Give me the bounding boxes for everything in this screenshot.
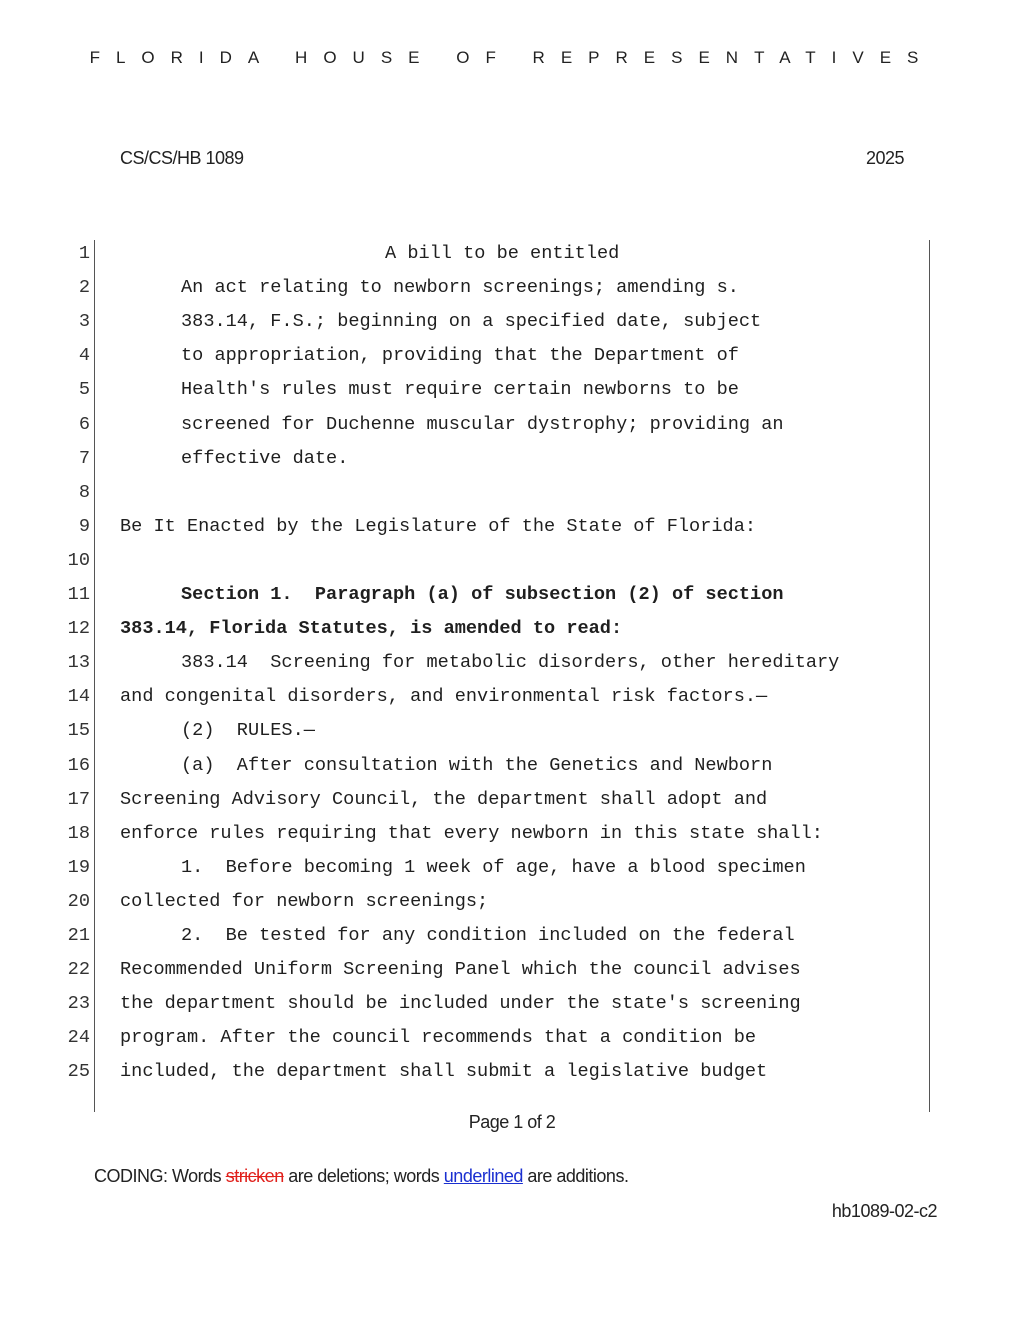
line-number: 22	[67, 959, 90, 981]
line-number: 3	[78, 311, 90, 333]
bill-line	[0, 958, 1024, 992]
bill-year: 2025	[865, 148, 904, 168]
line-number: 24	[67, 1027, 90, 1049]
line-text: 1. Before becoming 1 week of age, have a blood specimen	[181, 856, 806, 878]
line-number: 11	[67, 584, 90, 605]
bill-line	[0, 447, 1024, 481]
line-number: 20	[67, 890, 90, 912]
line-text: included, the department shall submit a legislative budget	[120, 1061, 768, 1083]
bill-line	[0, 890, 1024, 924]
line-number: 6	[78, 413, 90, 435]
bill-line	[0, 583, 1024, 617]
coding-underlined-sample: underlined	[443, 1166, 523, 1186]
bill-line	[0, 276, 1024, 310]
line-text: the department should be included under the state's screening	[120, 993, 801, 1015]
line-number: 23	[67, 993, 90, 1015]
bill-line	[0, 1060, 1024, 1094]
line-text: Screening Advisory Council, the department shall adopt and	[120, 788, 768, 810]
bill-line	[0, 685, 1024, 719]
line-text: Recommended Uniform Screening Panel which the council advises	[120, 959, 801, 981]
bill-line	[0, 822, 1024, 856]
bill-line	[0, 481, 1024, 515]
page-number: Page 1 of 2	[468, 1112, 556, 1132]
line-text: 383.14, Florida Statutes, is amended to read:	[120, 618, 623, 640]
line-number: 19	[67, 856, 90, 878]
line-text: and congenital disorders, and environmental risk factors.—	[120, 686, 768, 708]
bill-line	[0, 719, 1024, 753]
line-text: (a) After consultation with the Genetics and Newborn	[181, 754, 773, 776]
line-text: screened for Duchenne muscular dystrophy; providing an	[181, 413, 784, 435]
line-text: 383.14, F.S.; beginning on a specified date, subject	[181, 311, 762, 333]
line-text: An act relating to newborn screenings; amending s.	[181, 277, 739, 299]
bill-line	[0, 413, 1024, 447]
bill-line	[0, 754, 1024, 788]
line-number: 5	[78, 379, 90, 401]
line-text: to appropriation, providing that the Department of	[181, 345, 739, 367]
bill-id: CS/CS/HB 1089	[120, 148, 244, 168]
bill-line	[0, 344, 1024, 378]
line-text: Section 1. Paragraph (a) of subsection (2) of section	[181, 584, 784, 605]
bill-line	[0, 788, 1024, 822]
bill-line	[0, 924, 1024, 958]
line-number: 17	[67, 788, 90, 810]
line-number: 18	[67, 822, 90, 844]
line-number: 15	[67, 720, 90, 742]
line-number: 7	[78, 447, 90, 469]
line-number: 21	[67, 925, 90, 946]
line-text: Be It Enacted by the Legislature of the State of Florida:	[120, 515, 757, 537]
line-text: (2) RULES.—	[181, 720, 315, 742]
line-number: 25	[67, 1061, 90, 1083]
line-number: 8	[78, 481, 90, 503]
line-number: 4	[78, 345, 90, 367]
line-number: 13	[67, 652, 90, 674]
coding-prefix: CODING: Words	[94, 1166, 226, 1186]
line-text: effective date.	[181, 447, 349, 469]
bill-line	[0, 856, 1024, 890]
bill-line	[0, 515, 1024, 549]
bill-line	[0, 651, 1024, 685]
bill-line	[0, 1026, 1024, 1060]
line-number: 2	[78, 277, 90, 299]
coding-stricken-sample: stricken	[225, 1166, 284, 1186]
line-text: 383.14 Screening for metabolic disorders, other hereditary	[181, 652, 840, 674]
bill-line	[0, 242, 1024, 276]
line-number: 10	[67, 549, 90, 571]
coding-suffix: are additions.	[522, 1166, 629, 1186]
coding-legend	[94, 1166, 628, 1187]
line-number: 9	[78, 515, 90, 537]
line-number: 14	[67, 686, 90, 708]
line-text: program. After the council recommends that a condition be	[120, 1027, 757, 1049]
line-text: A bill to be entitled	[385, 243, 620, 264]
chamber-header: FLORIDA HOUSE OF REPRESENTATIVES	[89, 48, 935, 67]
line-number: 12	[67, 618, 90, 640]
line-text: enforce rules requiring that every newborn in this state shall:	[120, 822, 823, 844]
bill-line	[0, 992, 1024, 1026]
document-code: hb1089-02-c2	[831, 1201, 937, 1221]
line-text: Health's rules must require certain newborns to be	[181, 379, 739, 401]
coding-middle: are deletions; words	[283, 1166, 444, 1186]
bill-line	[0, 378, 1024, 412]
bill-line	[0, 310, 1024, 344]
bill-line	[0, 549, 1024, 583]
line-number: 1	[78, 243, 90, 264]
line-number: 16	[67, 754, 90, 776]
bill-line	[0, 617, 1024, 651]
line-text: 2. Be tested for any condition included on the federal	[181, 925, 795, 946]
line-text: collected for newborn screenings;	[120, 890, 489, 912]
